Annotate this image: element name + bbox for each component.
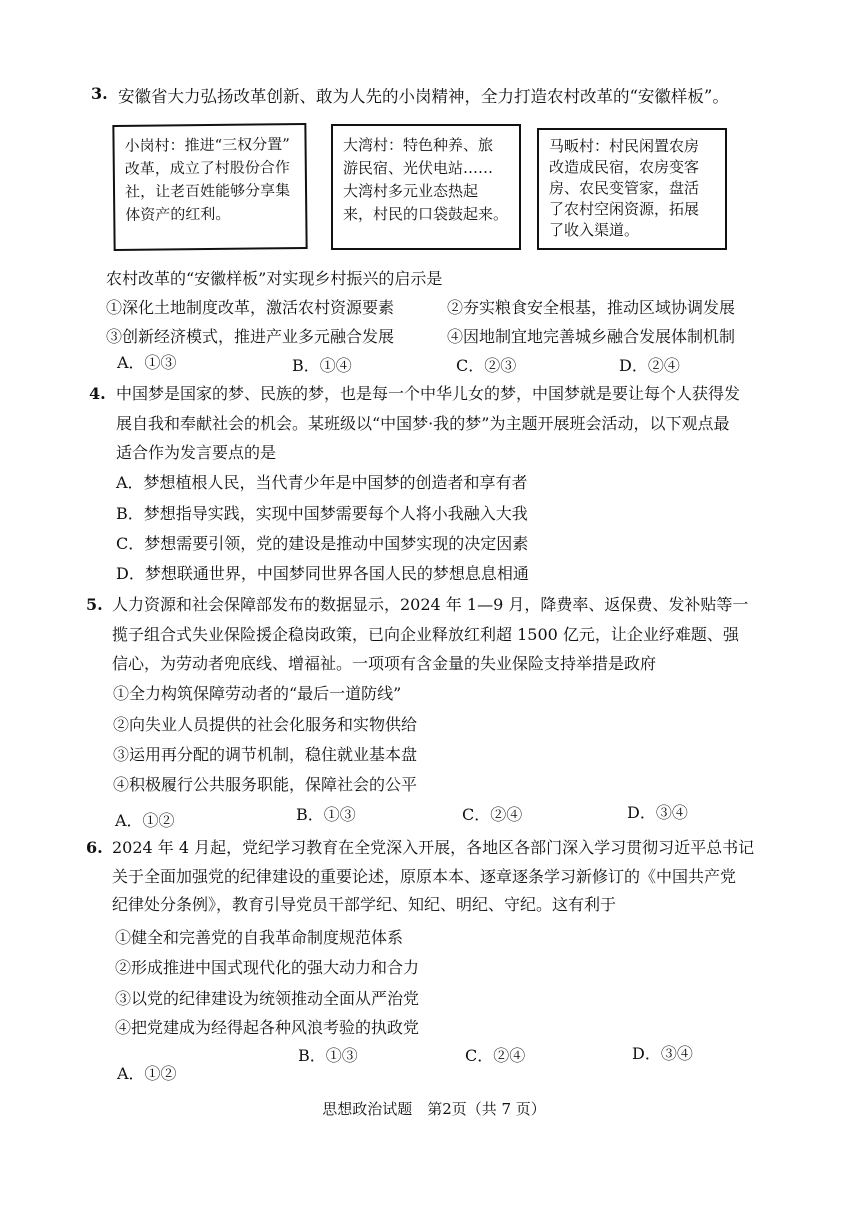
q6-stem-line-2: 关于全面加强党的纪律建设的重要论述，原原本本、逐章逐条学习新修订的《中国共产党 bbox=[112, 867, 737, 886]
box-line: 改造成民宿，农房变客 bbox=[549, 158, 700, 176]
q6-stem-line-1: 2024 年 4 月起，党纪学习教育在全党深入开展，各地区各部门深入学习贯彻习近平总书记 bbox=[112, 838, 755, 857]
q4-stem-line-1: 中国梦是国家的梦、民族的梦，也是每一个中华儿女的梦，中国梦就是要让每个人获得发 bbox=[116, 384, 741, 403]
q5-stem-line-3: 信心，为劳动者兜底线、增福祉。一项项有含金量的失业保险支持举措是政府 bbox=[112, 654, 657, 673]
q5-option-a[interactable]: A．①② bbox=[115, 811, 175, 830]
q5-option-d[interactable]: D．③④ bbox=[627, 803, 688, 822]
q4-stem-line-2: 展自我和奉献社会的机会。某班级以“中国梦·我的梦”为主题开展班会活动，以下观点最 bbox=[116, 414, 730, 433]
box-line: 马畈村：村民闲置农房 bbox=[549, 137, 700, 155]
q6-option-c[interactable]: C．②④ bbox=[465, 1046, 526, 1065]
q6-item-1: ①健全和完善党的自我革命制度规范体系 bbox=[115, 928, 404, 947]
q6-stem-line-3: 纪律处分条例》，教育引导党员干部学纪、知纪、明纪、守纪。这有利于 bbox=[112, 895, 617, 914]
q3-item-3: ③创新经济模式，推进产业多元融合发展 bbox=[106, 327, 395, 346]
box-line: 改革，成立了村股份合作 bbox=[124, 158, 290, 178]
q4-number: 4. bbox=[89, 384, 106, 403]
q3-option-b[interactable]: B．①④ bbox=[292, 356, 352, 375]
box-line: 了收入渠道。 bbox=[549, 221, 640, 239]
q3-item-4: ④因地制宜地完善城乡融合发展体制机制 bbox=[447, 327, 736, 346]
box-line: 来，村民的口袋鼓起来。 bbox=[343, 205, 509, 223]
q3-item-1: ①深化土地制度改革，激活农村资源要素 bbox=[106, 298, 395, 317]
q5-stem-line-2: 揽子组合式失业保险援企稳岗政策，已向企业释放红利超 1500 亿元，让企业纾难题、强 bbox=[112, 625, 739, 644]
q4-option-c[interactable]: C．梦想需要引领，党的建设是推动中国梦实现的决定因素 bbox=[116, 534, 529, 553]
q6-item-3: ③以党的纪律建设为统领推动全面从严治党 bbox=[115, 989, 420, 1008]
q6-item-2: ②形成推进中国式现代化的强大动力和合力 bbox=[115, 958, 420, 977]
q3-option-a[interactable]: A．①③ bbox=[117, 353, 177, 372]
q6-item-4: ④把党建成为经得起各种风浪考验的执政党 bbox=[115, 1018, 420, 1037]
page-footer: 思想政治试题 第2页（共 7 页） bbox=[322, 1100, 546, 1118]
q3-box-xiaogang bbox=[112, 123, 307, 251]
q3-question: 农村改革的“安徽样板”对实现乡村振兴的启示是 bbox=[106, 269, 443, 288]
q3-option-c[interactable]: C．②③ bbox=[456, 356, 517, 375]
q5-option-c[interactable]: C．②④ bbox=[462, 805, 523, 824]
q3-option-d[interactable]: D．②④ bbox=[619, 356, 680, 375]
q3-box-dawan bbox=[331, 124, 521, 250]
q3-stem: 安徽省大力弘扬改革创新、敢为人先的小岗精神，全力打造农村改革的“安徽样板”。 bbox=[118, 87, 729, 106]
q5-number: 5. bbox=[86, 595, 103, 614]
q6-option-d[interactable]: D．③④ bbox=[632, 1044, 693, 1063]
q5-item-4: ④积极履行公共服务职能，保障社会的公平 bbox=[113, 775, 418, 794]
box-line: 小岗村：推进“三权分置” bbox=[124, 135, 290, 155]
box-line: 体资产的红利。 bbox=[125, 204, 231, 224]
q4-option-b[interactable]: B．梦想指导实践，实现中国梦需要每个人将小我融入大我 bbox=[116, 504, 528, 523]
q5-item-1: ①全力构筑保障劳动者的“最后一道防线” bbox=[113, 684, 402, 703]
q6-option-a[interactable]: A．①② bbox=[117, 1064, 177, 1083]
q3-box-mafan bbox=[537, 128, 727, 250]
box-line: 了农村空闲资源，拓展 bbox=[549, 200, 700, 218]
q6-option-b[interactable]: B．①③ bbox=[298, 1046, 358, 1065]
q6-number: 6. bbox=[86, 838, 103, 857]
q4-option-a[interactable]: A．梦想植根人民，当代青少年是中国梦的创造者和享有者 bbox=[116, 473, 528, 492]
q5-option-b[interactable]: B．①③ bbox=[296, 805, 356, 824]
box-line: 大湾村：特色种养、旅 bbox=[343, 136, 494, 154]
q4-stem-line-3: 适合作为发言要点的是 bbox=[116, 443, 277, 462]
box-line: 社，让老百姓能够分享集 bbox=[124, 181, 291, 201]
q3-item-2: ②夯实粮食安全根基，推动区域协调发展 bbox=[447, 298, 736, 317]
box-line: 大湾村多元业态热起 bbox=[343, 182, 479, 200]
q5-item-2: ②向失业人员提供的社会化服务和实物供给 bbox=[113, 715, 418, 734]
q5-stem-line-1: 人力资源和社会保障部发布的数据显示，2024 年 1—9 月，降费率、返保费、发补贴等一 bbox=[112, 595, 749, 614]
box-line: 游民宿、光伏电站…… bbox=[343, 159, 494, 177]
q3-number: 3. bbox=[91, 84, 108, 103]
q4-option-d[interactable]: D．梦想联通世界，中国梦同世界各国人民的梦想息息相通 bbox=[116, 564, 529, 583]
box-line: 房、农民变管家，盘活 bbox=[549, 179, 700, 197]
q5-item-3: ③运用再分配的调节机制，稳住就业基本盘 bbox=[113, 745, 418, 764]
